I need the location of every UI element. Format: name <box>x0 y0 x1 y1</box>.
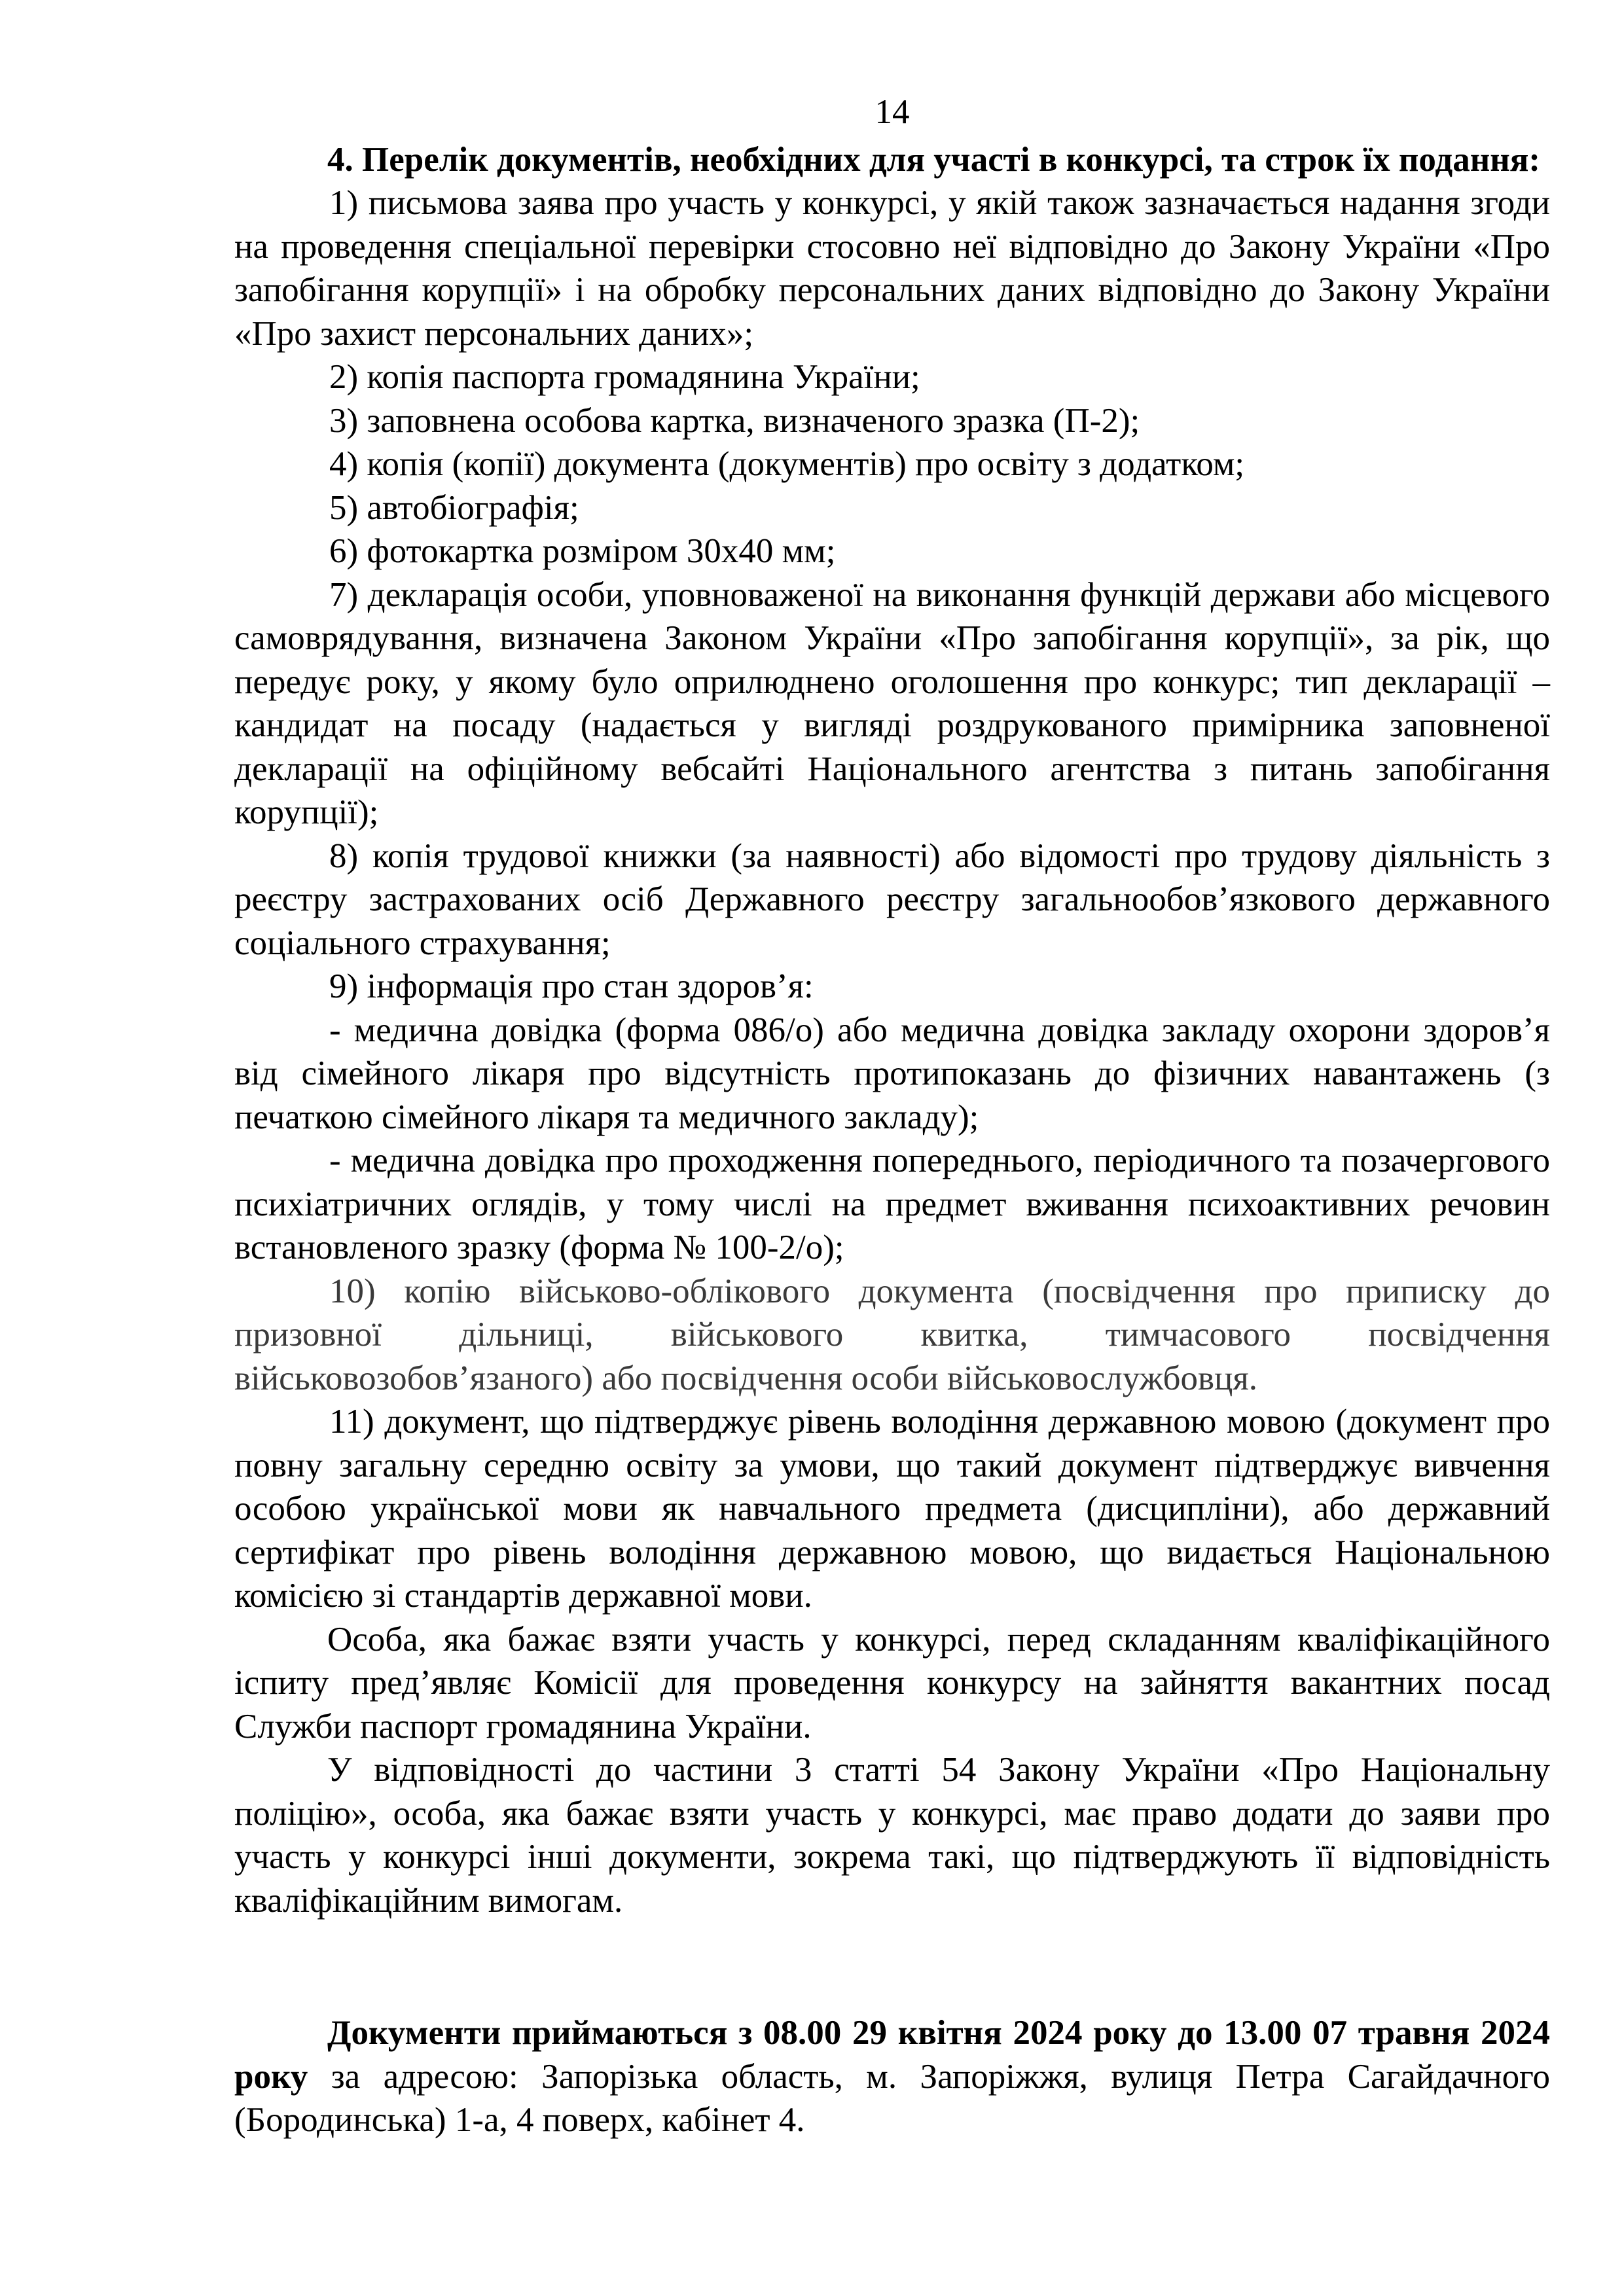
deadline-bold: Документи приймаються з 08.00 29 квітня 2024 року до 13.00 07 травня 2024 року <box>234 2014 1550 2096</box>
list-item-8: 8) копія трудової книжки (за наявності) або відомості про трудову діяльність з реєстру застрахованих осіб Державного реєстру загальнообов’язкового державного соціального страхування; <box>234 836 1550 962</box>
list-item-1: 1) письмова заява про участь у конкурсі, у якій також зазначається надання згоди на проведення спеціальної перевірки стосовно неї відповідно до Закону України «Про запобігання корупції» і на обробку персональних даних відповідно до Закону України «Про захист персональних даних»; <box>234 184 1550 353</box>
deadline-address: за адресою: Запорізька область, м. Запоріжжя, вулиця Петра Сагайдачного (Бородинська) 1-а, 4 поверх, кабінет 4. <box>234 2057 1550 2139</box>
paragraph-passport: Особа, яка бажає взяти участь у конкурсі, перед складанням кваліфікаційного іспиту пред’являє Комісії для проведення конкурсу на зайняття вакантних посад Служби паспорт громадянина України. <box>234 1620 1550 1746</box>
section-heading: 4. Перелік документів, необхідних для участі в конкурсі, та строк їх подання: <box>327 140 1541 179</box>
list-item-6: 6) фотокартка розміром 30х40 мм; <box>329 532 836 570</box>
list-item-3: 3) заповнена особова картка, визначеного зразка (П-2); <box>329 401 1140 440</box>
list-item-10: 10) копію військово-облікового документа (посвідчення про приписку до призовної дільниці, військового квитка, тимчасового посвідчення військовозобов’язаного) або посвідчення особи військовослужбовця. <box>234 1272 1550 1397</box>
list-item-9: 9) інформація про стан здоров’я: <box>329 967 814 1005</box>
list-item-7: 7) декларація особи, уповноваженої на виконання функцій держави або місцевого самоврядування, визначена Законом України «Про запобігання корупції», за рік, що передує року, у якому було оприлюднено оголошення про конкурс; тип декларації – кандидат на посаду (надається у вигляді роздрукованого примірника заповненої декларації на офіційному вебсайті Національного агентства з питань запобігання корупції); <box>234 575 1550 831</box>
list-subitem-9b: - медична довідка про проходження попереднього, періодичного та позачергового психіатричних оглядів, у тому числі на предмет вживання психоактивних речовин встановленого зразку (форма № 100-2/о); <box>234 1141 1550 1266</box>
page-number: 14 <box>875 93 910 131</box>
document-page <box>234 90 1550 2142</box>
list-item-4: 4) копія (копії) документа (документів) про освіту з додатком; <box>329 445 1245 483</box>
list-item-11: 11) документ, що підтверджує рівень володіння державною мовою (документ про повну загальну середню освіту за умови, що такий документ підтверджує вивчення особою української мови як навчального предмета (дисципліни), або державний сертифікат про рівень володіння державною мовою, що видається Національною комісією зі стандартів державної мови. <box>234 1403 1550 1615</box>
paragraph-law: У відповідності до частини 3 статті 54 Закону України «Про Національну поліцію», особа, яка бажає взяти участь у конкурсі, має право додати до заяви про участь у конкурсі інші документи, зокрема такі, що підтверджують її відповідність кваліфікаційним вимогам. <box>234 1751 1550 1920</box>
deadline-paragraph <box>234 2011 1550 2142</box>
list-item-5: 5) автобіографія; <box>329 488 579 527</box>
list-subitem-9a: - медична довідка (форма 086/о) або медична довідка закладу охорони здоров’я від сімейного лікаря про відсутність протипоказань до фізичних навантажень (з печаткою сімейного лікаря та медичного закладу); <box>234 1011 1550 1136</box>
paragraph-spacer <box>234 1922 1550 2011</box>
list-item-2: 2) копія паспорта громадянина України; <box>329 358 920 396</box>
